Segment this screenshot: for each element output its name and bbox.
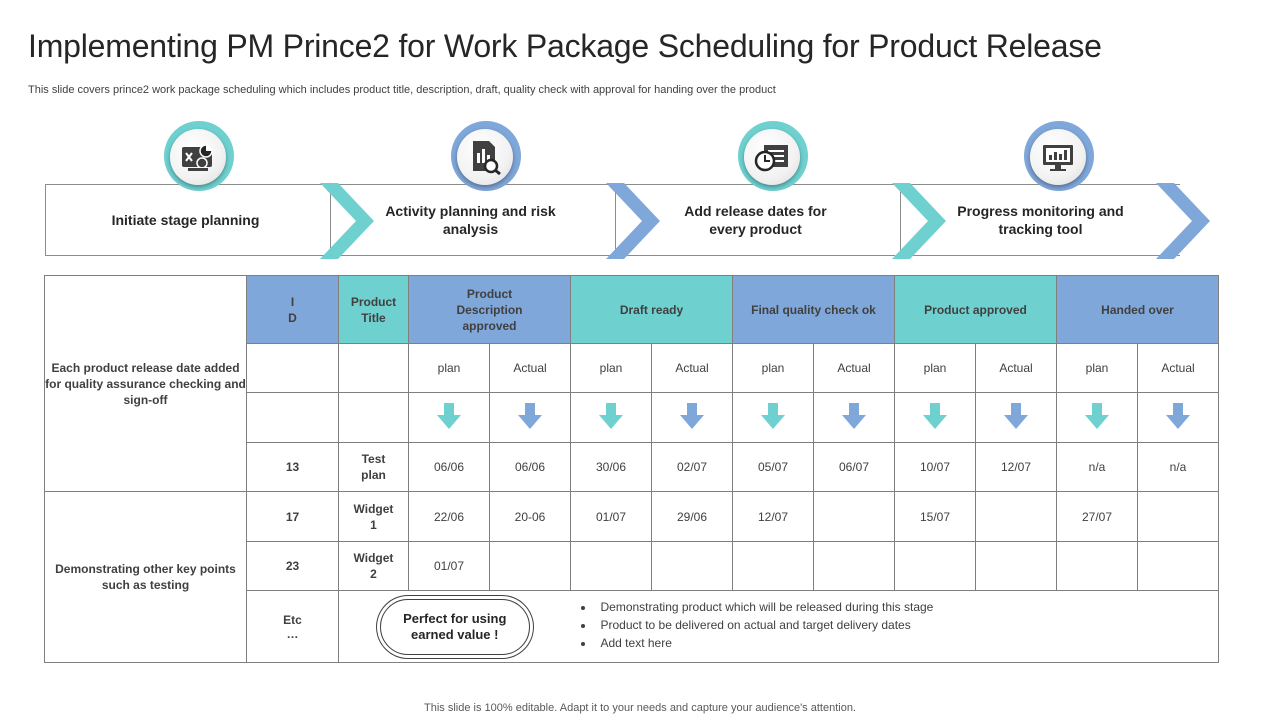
table-cell <box>733 542 814 591</box>
subheader-plan: plan <box>409 344 490 393</box>
table-cell: 30/06 <box>571 443 652 492</box>
earned-value-callout: Perfect for using earned value ! <box>380 599 530 655</box>
table-cell: 01/07 <box>409 542 490 591</box>
stage-label-4: Progress monitoring and tracking tool <box>957 203 1124 237</box>
table-cell <box>571 542 652 591</box>
down-arrow-icon <box>1138 393 1219 443</box>
table-cell <box>490 542 571 591</box>
stage-icon-3 <box>738 121 808 191</box>
note-item: • Demonstrating product which will be released during this stage <box>595 600 1219 614</box>
table-cell <box>814 542 895 591</box>
stage-label-1: Initiate stage planning <box>111 212 260 228</box>
down-arrow-icon <box>814 393 895 443</box>
table-cell: 12/07 <box>733 492 814 542</box>
table-cell: 06/06 <box>490 443 571 492</box>
table-cell <box>1138 542 1219 591</box>
table-cell: n/a <box>1057 443 1138 492</box>
table-cell: 29/06 <box>652 492 733 542</box>
side-label-quality: Each product release date added for quality assurance checking and sign-off <box>45 276 247 492</box>
down-arrow-icon <box>409 393 490 443</box>
empty-cell <box>339 393 409 443</box>
table-cell <box>1057 542 1138 591</box>
document-analysis-icon <box>469 139 501 175</box>
pill-cell <box>339 591 571 663</box>
subheader-plan: plan <box>1057 344 1138 393</box>
chevron-arrow-3 <box>892 183 948 259</box>
subheader-plan: plan <box>571 344 652 393</box>
table-cell: 02/07 <box>652 443 733 492</box>
footer-note: This slide is 100% editable. Adapt it to your needs and capture your audience's attention. <box>424 702 856 714</box>
row-title: Widget 1 <box>339 492 409 542</box>
calendar-clock-icon <box>754 141 790 173</box>
down-arrow-icon <box>1057 393 1138 443</box>
down-arrow-icon <box>733 393 814 443</box>
table-cell <box>652 542 733 591</box>
planning-icon <box>180 141 216 173</box>
table-row <box>45 492 1219 542</box>
row-title: Widget 2 <box>339 542 409 591</box>
subheader-actual: Actual <box>652 344 733 393</box>
subheader-actual: Actual <box>1138 344 1219 393</box>
chevron-arrow-2 <box>606 183 662 259</box>
header-product-title: Product Title <box>339 276 409 344</box>
schedule-table <box>44 275 1219 663</box>
table-cell: 05/07 <box>733 443 814 492</box>
table-cell <box>976 492 1057 542</box>
down-arrow-icon <box>490 393 571 443</box>
empty-cell <box>247 344 339 393</box>
note-item: • Product to be delivered on actual and target delivery dates <box>595 618 1219 632</box>
stage-icon-4 <box>1024 121 1094 191</box>
notes-cell <box>571 591 1219 663</box>
row-id: 13 <box>247 443 339 492</box>
table-cell <box>976 542 1057 591</box>
table-cell: 15/07 <box>895 492 976 542</box>
row-id: 23 <box>247 542 339 591</box>
header-id: I D <box>247 276 339 344</box>
table-cell: 10/07 <box>895 443 976 492</box>
down-arrow-icon <box>895 393 976 443</box>
subheader-actual: Actual <box>490 344 571 393</box>
table-cell: n/a <box>1138 443 1219 492</box>
table-cell <box>1138 492 1219 542</box>
empty-cell <box>247 393 339 443</box>
table-cell: 06/07 <box>814 443 895 492</box>
header-product-description: Product Description approved <box>409 276 571 344</box>
table-cell: 27/07 <box>1057 492 1138 542</box>
header-draft-ready: Draft ready <box>571 276 733 344</box>
page-title: Implementing PM Prince2 for Work Package Scheduling for Product Release <box>28 28 1102 64</box>
stage-icon-2 <box>451 121 521 191</box>
monitor-chart-icon <box>1040 141 1076 173</box>
stage-box-1 <box>45 184 325 256</box>
subheader-plan: plan <box>733 344 814 393</box>
chevron-arrow-4 <box>1156 183 1212 259</box>
table-cell: 12/07 <box>976 443 1057 492</box>
row-id: 17 <box>247 492 339 542</box>
stage-label-3: Add release dates for every product <box>684 203 827 237</box>
table-cell <box>895 542 976 591</box>
page-subtitle: This slide covers prince2 work package scheduling which includes product title, description, draft, quality check with approval for handing over the product <box>28 84 776 96</box>
stage-label-2: Activity planning and risk analysis <box>385 203 556 237</box>
chevron-arrow-1 <box>320 183 376 259</box>
row-title: Test plan <box>339 443 409 492</box>
header-product-approved: Product approved <box>895 276 1057 344</box>
side-label-testing: Demonstrating other key points such as testing <box>45 492 247 663</box>
down-arrow-icon <box>652 393 733 443</box>
empty-cell <box>339 344 409 393</box>
subheader-actual: Actual <box>814 344 895 393</box>
subheader-actual: Actual <box>976 344 1057 393</box>
table-cell: 01/07 <box>571 492 652 542</box>
table-cell: 22/06 <box>409 492 490 542</box>
row-id-etc: Etc … <box>247 591 339 663</box>
table-cell: 20-06 <box>490 492 571 542</box>
down-arrow-icon <box>976 393 1057 443</box>
header-handed-over: Handed over <box>1057 276 1219 344</box>
notes-list <box>571 600 1219 650</box>
note-item: • Add text here <box>595 636 1219 650</box>
header-final-quality: Final quality check ok <box>733 276 895 344</box>
table-cell: 06/06 <box>409 443 490 492</box>
table-cell <box>814 492 895 542</box>
down-arrow-icon <box>571 393 652 443</box>
subheader-plan: plan <box>895 344 976 393</box>
stage-icon-1 <box>164 121 234 191</box>
